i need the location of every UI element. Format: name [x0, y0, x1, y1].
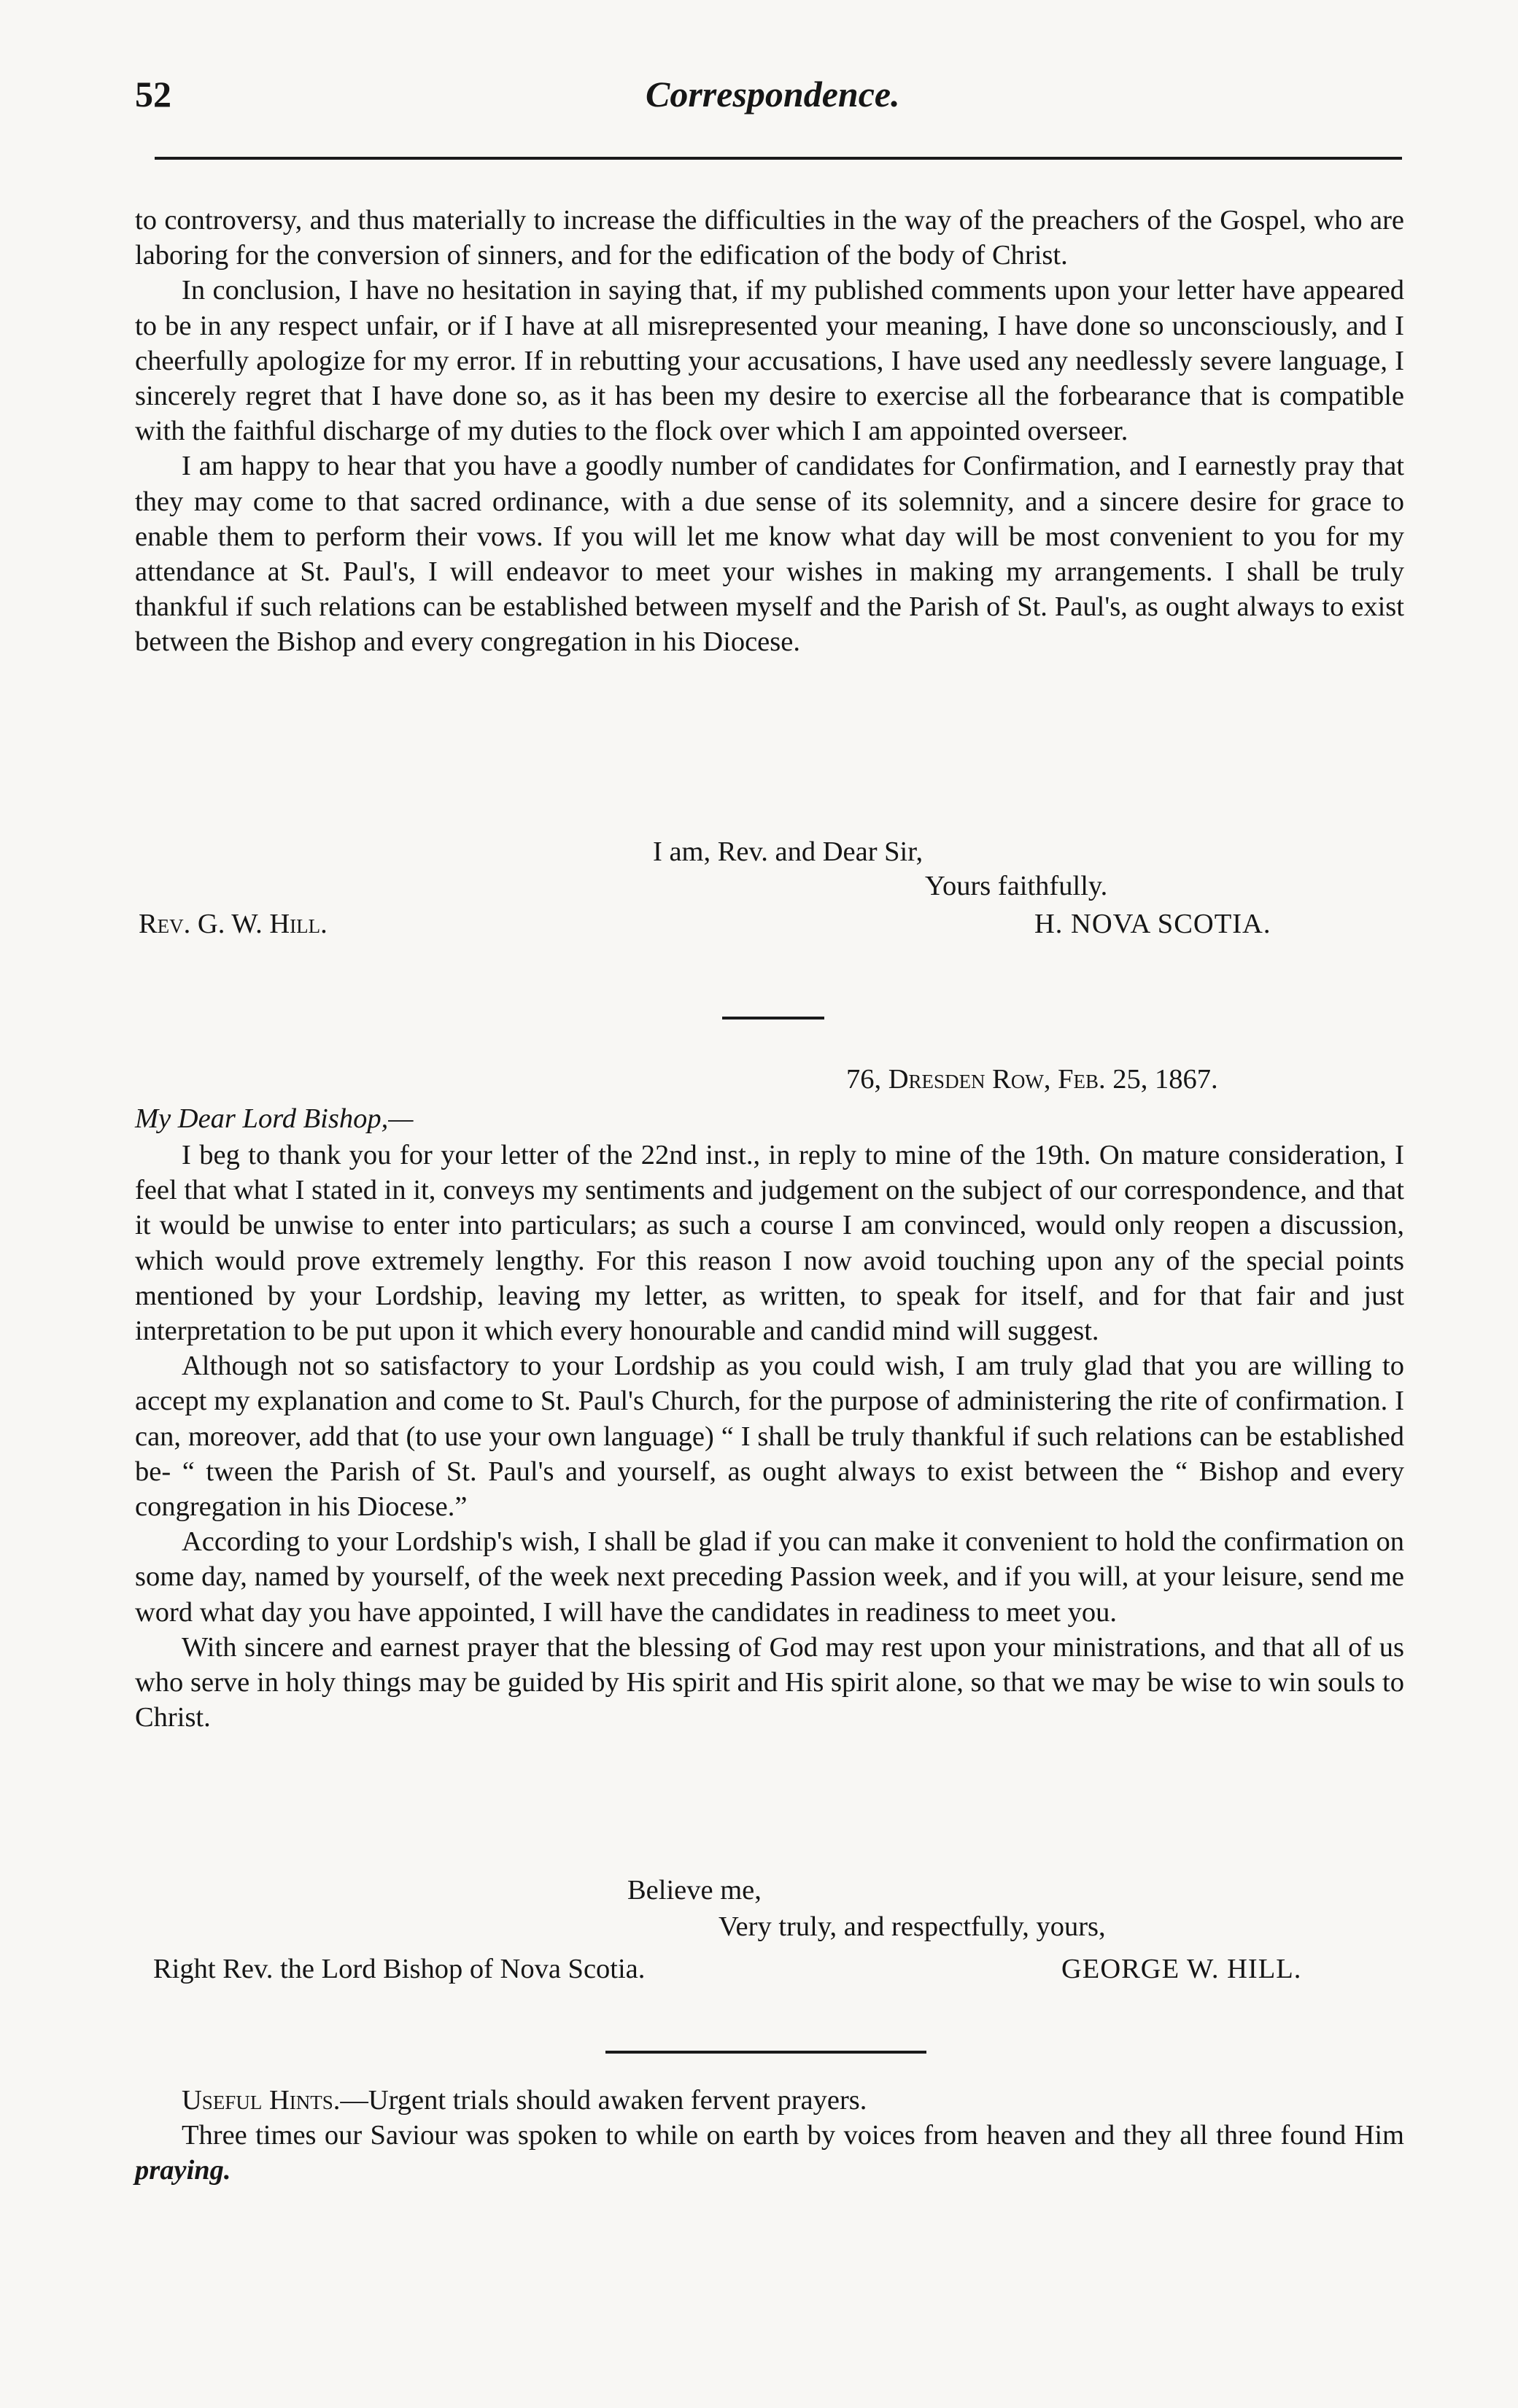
letter2-paragraph: With sincere and earnest prayer that the blessing of God may rest upon your ministrations, and that all of us who serve in holy things may be guided by His spirit and His spirit alone, so that we may be wise to win souls to Christ. — [135, 1631, 1404, 1733]
running-head: Correspondence. — [646, 74, 900, 114]
hints-line-2 — [135, 2118, 1404, 2188]
letter2-signature: GEORGE W. HILL. — [1061, 1954, 1302, 1984]
hints-line-1 — [135, 2083, 1404, 2118]
letter1-valediction: Yours faithfully. — [925, 871, 1108, 901]
letter1-addressee: Rev. G. W. Hill. — [139, 909, 328, 939]
header-rule — [155, 157, 1402, 160]
letter1-signature: H. NOVA SCOTIA. — [1034, 909, 1271, 939]
section-divider — [605, 2051, 926, 2054]
page-number: 52 — [135, 74, 171, 114]
letter2-salutation: My Dear Lord Bishop,— — [135, 1103, 414, 1134]
letter1-paragraph: to controversy, and thus materially to increase the difficulties in the way of the preachers of the Gospel, who are laboring for the conversion of sinners, and for the edification of the body of Christ. — [135, 205, 1404, 271]
letter2-paragraph: According to your Lordship's wish, I shall be glad if you can make it convenient to hold the confirmation on some day, named by yourself, of the week next preceding Passion week, and if you will, at your leisure, send me word what day you have appointed, I will have the candidates in readiness to meet you. — [135, 1526, 1404, 1628]
letter2-closing: Believe me, — [627, 1875, 762, 1906]
letter1-closing: I am, Rev. and Dear Sir, — [653, 836, 923, 867]
letter2-date-line: 76, Dresden Row, Feb. 25, 1867. — [846, 1064, 1218, 1095]
section-divider — [722, 1017, 824, 1019]
letter2-addressee: Right Rev. the Lord Bishop of Nova Scotia. — [153, 1954, 646, 1984]
hints-emphasis: praying. — [135, 2155, 231, 2186]
letter2-body — [135, 1138, 1404, 1735]
hints-line-2-text: Three times our Saviour was spoken to while on earth by voices from heaven and they all three found Him — [182, 2120, 1404, 2151]
letter1-paragraph: I am happy to hear that you have a goodly number of candidates for Confirmation, and I earnestly pray that they may come to that sacred ordinance, with a due sense of its solemnity, and a sincere desire for grace to enable them to perform their vows. If you will let me know what day will be most convenient to you for my attendance at St. Paul's, I will endeavor to meet your wishes in making my arrangements. I shall be truly thankful if such relations can be established between myself and the Parish of St. Paul's, as ought always to exist between the Bishop and every congregation in his Diocese. — [135, 451, 1404, 658]
useful-hints — [135, 2083, 1404, 2188]
letter2-paragraph: Although not so satisfactory to your Lordship as you could wish, I am truly glad that you are willing to accept my explanation and come to St. Paul's Church, for the purpose of administering the rite of confirmation. I can, moreover, add that (to use your own language) “ I shall be truly thankful if such relations can be established be- “ tween the Parish of St. Paul's and yourself, as ought always to exist between the “ Bishop and every congregation in his Diocese.” — [135, 1351, 1404, 1523]
letter1-body — [135, 203, 1404, 660]
letter1-paragraph: In conclusion, I have no hesitation in saying that, if my published comments upon your letter have appeared to be in any respect unfair, or if I have at all misrepresented your meaning, I have done so unconsciously, and I cheerfully apologize for my error. If in rebutting your accusations, I have used any needlessly severe language, I sincerely regret that I have done so, as it has been my desire to exercise all the forbearance that is compatible with the faithful discharge of my duties to the flock over which I am appointed overseer. — [135, 275, 1404, 447]
letter2-paragraph: I beg to thank you for your letter of the 22nd inst., in reply to mine of the 19th. On mature consideration, I feel that what I stated in it, conveys my sentiments and judgement on the subject of our correspondence, and that it would be unwise to enter into particulars; as such a course I am convinced, would only reopen a discussion, which would prove extremely lengthy. For this reason I now avoid touching upon any of the special points mentioned by your Lordship, leaving my letter, as written, to speak for itself, and for that fair and just interpretation to be put upon it which every honourable and candid mind will suggest. — [135, 1140, 1404, 1347]
hints-line-1-text: —Urgent trials should awaken fervent prayers. — [340, 2085, 867, 2116]
letter2-valediction: Very truly, and respectfully, yours, — [719, 1911, 1106, 1942]
hints-label: Useful Hints. — [182, 2085, 341, 2116]
page-header — [135, 67, 1390, 125]
